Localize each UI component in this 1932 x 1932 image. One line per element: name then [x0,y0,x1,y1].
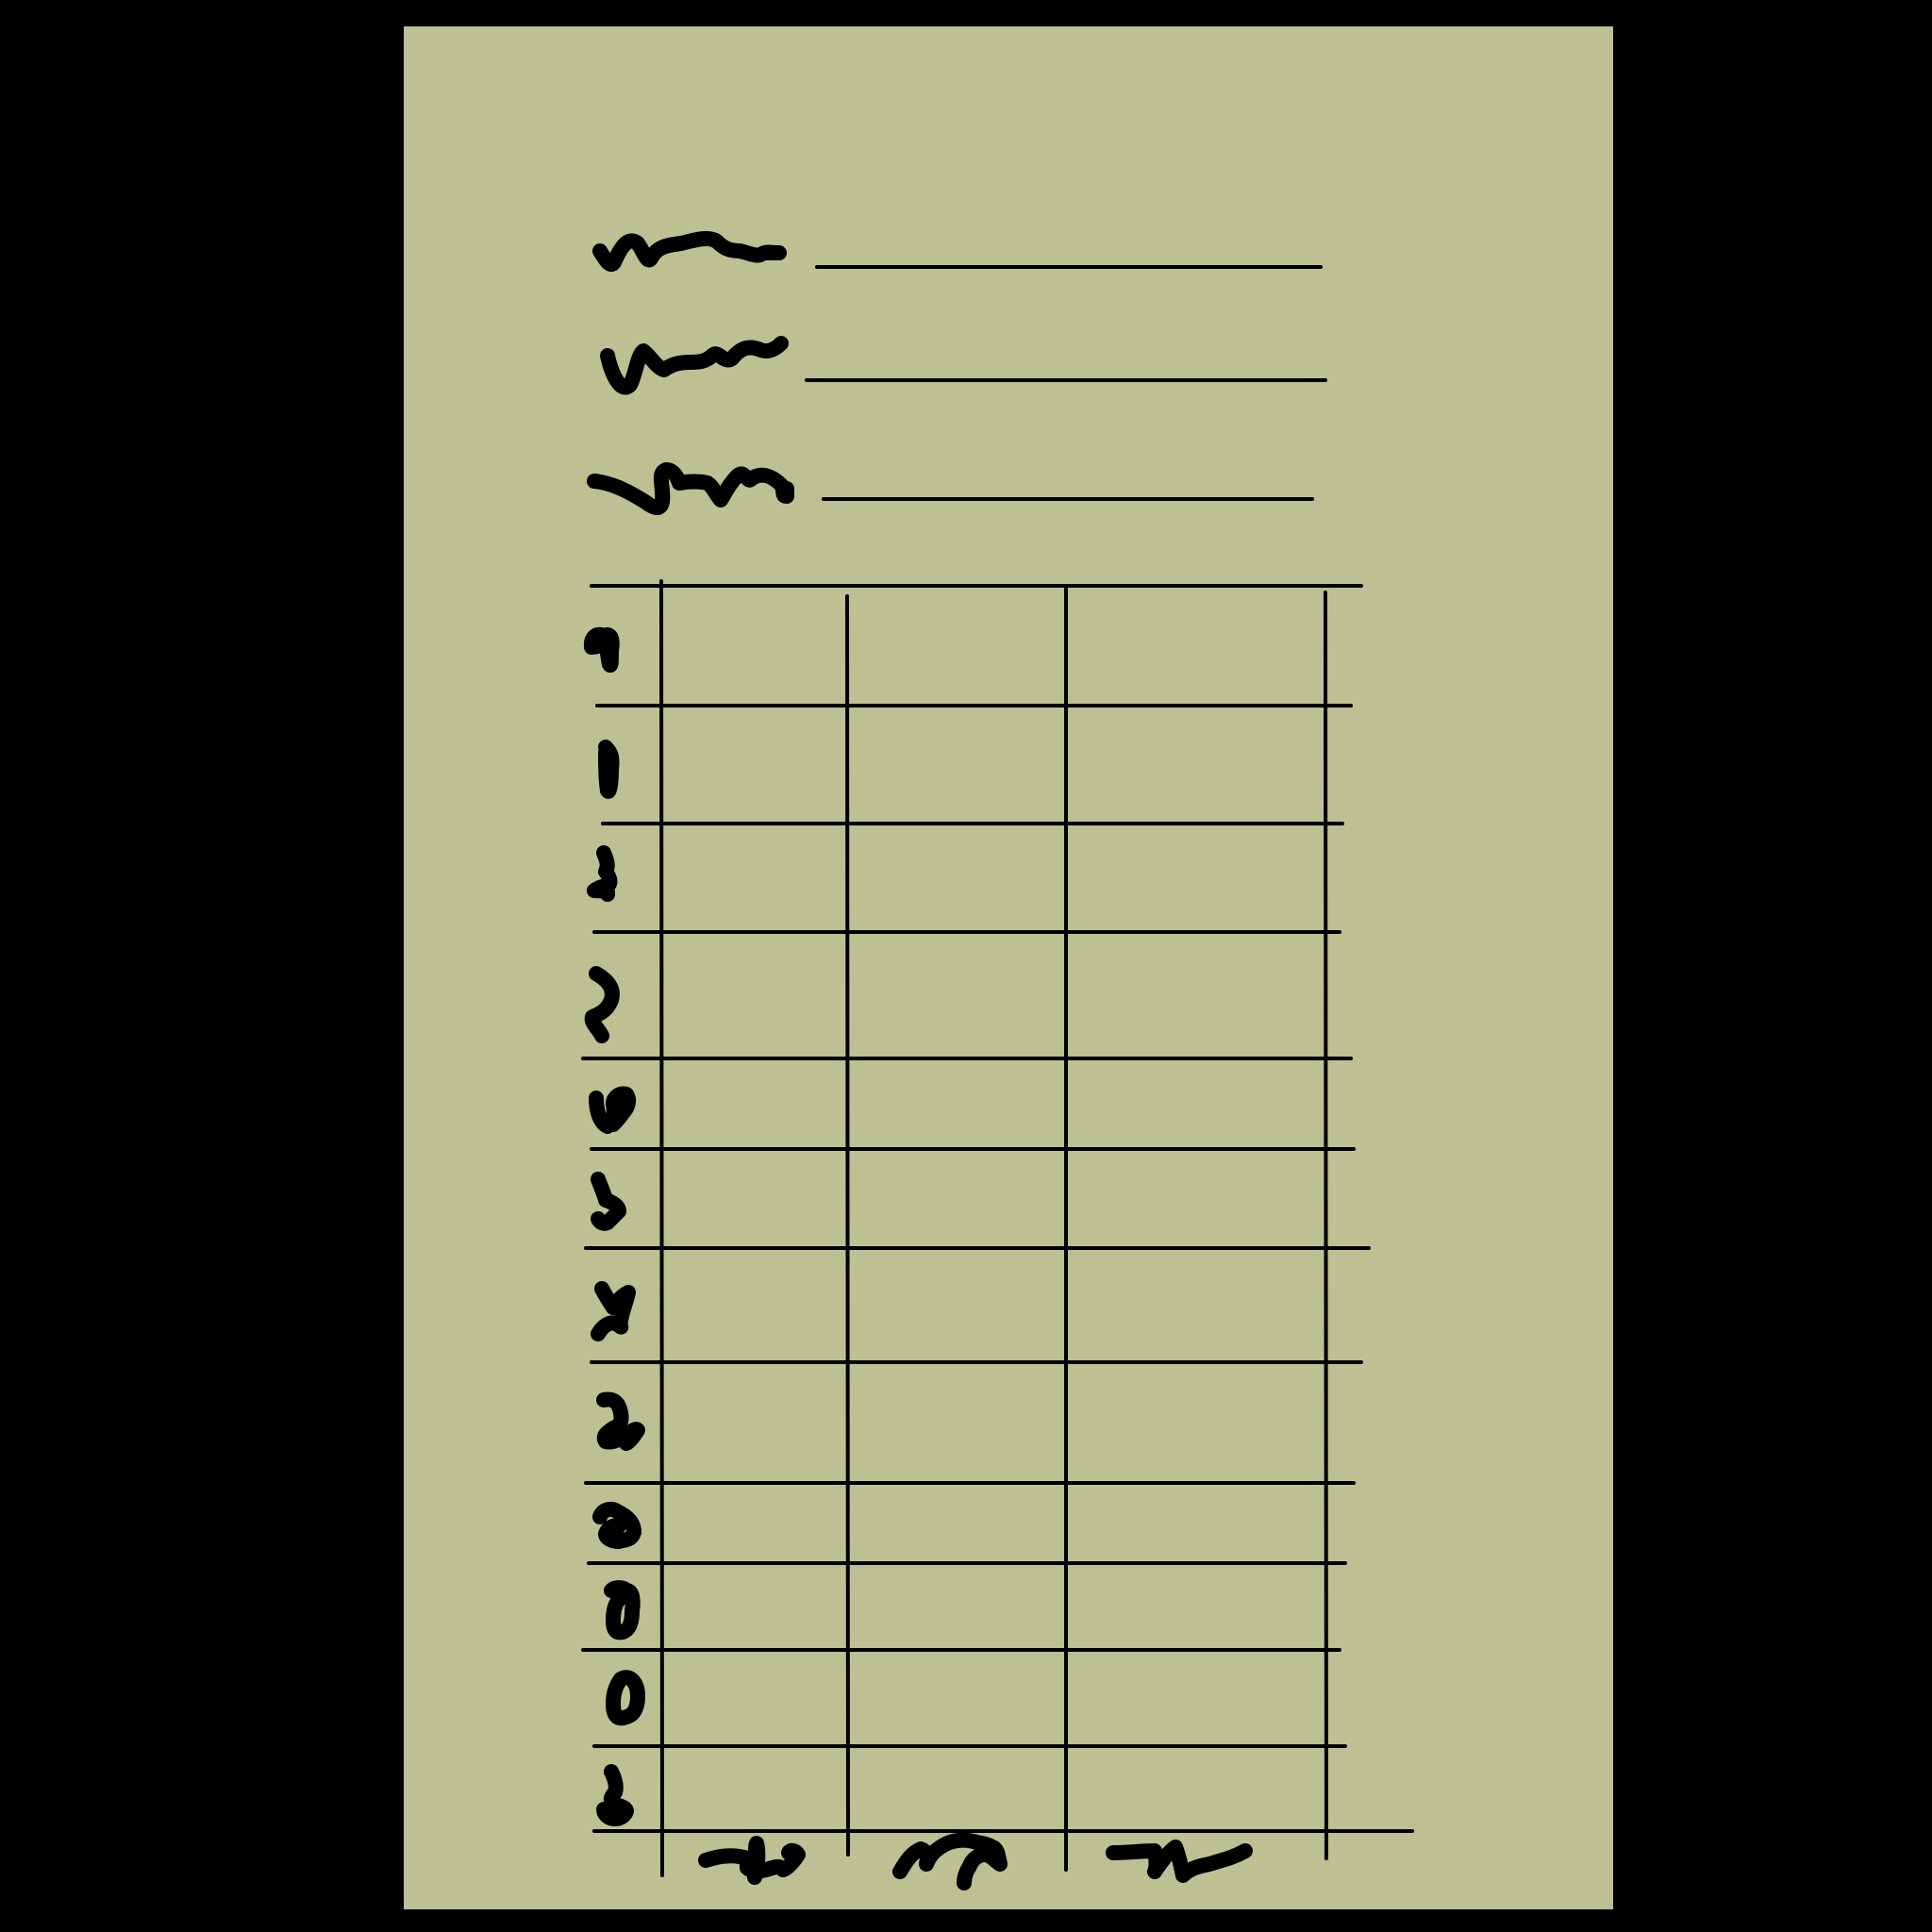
column-line-3 [1325,592,1326,1858]
paper-sheet [404,26,1613,1909]
row-label-2-scribble [606,747,612,791]
row-label-9-scribble [600,1509,634,1541]
column-line-label-divider [661,581,662,1875]
column-line-1 [847,596,848,1855]
row-label-5-scribble [596,1094,628,1126]
